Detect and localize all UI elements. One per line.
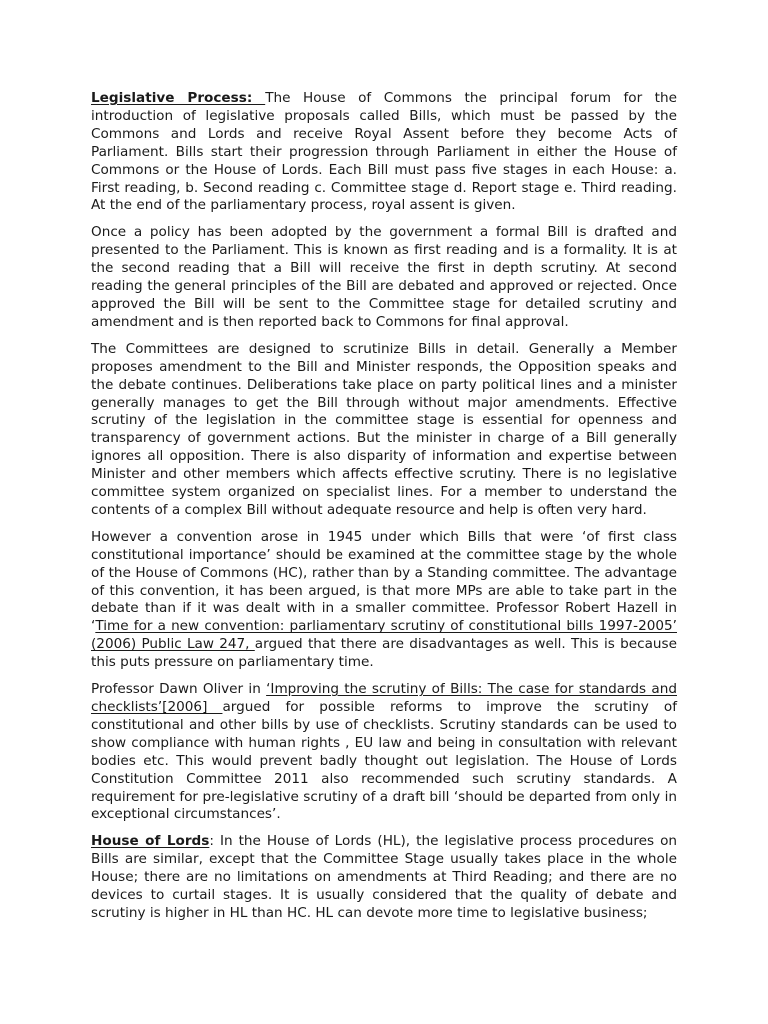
- paragraph-text: : In the House of Lords (HL), the legislative process procedures on Bills are similar, except that the Committee Stage usually takes place in the whole House; there are no limitations on amendments at Third Reading; and there are no devices to curtail stages. It is usually considered that the quality of debate and scrutiny is higher in HL than HC. HL can devote more time to legislative business;: [91, 833, 678, 921]
- citation-hazell: Time for a new convention: parliamentary scrutiny of constitutional bills 1997-2005’ (2006) Public Law 247,: [91, 618, 677, 653]
- heading-house-of-lords: House of Lords: [91, 833, 210, 850]
- paragraph-text: Professor Dawn Oliver in: [91, 681, 267, 698]
- paragraph-text: The House of Commons the principal forum for the introduction of legislative proposals called Bills, which must be passed by the Commons and Lords and receive Royal Assent before they become Acts of Parliament. Bills start their progression through Parliament in either the House of Commons or the House of Lords. Each Bill must pass five stages in each House: a. First reading, b. Second reading c. Committee stage d. Report stage e. Third reading. At the end of the parliamentary process, royal assent is given.: [91, 90, 677, 214]
- paragraph-house-of-lords: [91, 833, 677, 923]
- paragraph-formal-bill: [91, 224, 677, 331]
- paragraph-text: argued for possible reforms to improve the scrutiny of constitutional and other bills by use of checklists. Scrutiny standards can be used to show compliance with human rights , EU law and being in consultation with relevant bodies etc. This would prevent badly thought out legislation. The House of Lords Constitution Committee 2011 also recommended such scrutiny standards. A requirement for pre-legislative scrutiny of a draft bill ‘should be departed from only in exceptional circumstances’.: [91, 699, 677, 823]
- paragraph-text: The Committees are designed to scrutinize Bills in detail. Generally a Member proposes amendment to the Bill and Minister responds, the Opposition speaks and the debate continues. Deliberations take place on party political lines and a minister generally manages to get the Bill through without major amendments. Effective scrutiny of the legislation in the committee stage is essential for openness and transparency of government actions. But the minister in charge of a Bill generally ignores all opposition. There is also disparity of information and expertise between Minister and other members which affects effective scrutiny. There is no legislative committee system organized on specialist lines. For a member to understand the contents of a complex Bill without adequate resource and help is often very hard.: [91, 340, 677, 518]
- paragraph-dawn-oliver: [91, 681, 677, 824]
- heading-legislative-process: Legislative Process:: [91, 90, 266, 106]
- paragraph-text: However a convention arose in 1945 under which Bills that were ‘of first class constitutional importance’ should be examined at the committee stage by the whole of the House of Commons (HC), rather than by a Standing committee. The advantage of this convention, it has been argued, is that more MPs are able to take part in the debate than if it was dealt with in a smaller committee. Professor Robert Hazell in ‘: [91, 528, 677, 635]
- paragraph-convention-1945: [91, 529, 677, 672]
- paragraph-legislative-process: [91, 90, 677, 215]
- paragraph-committees: [91, 341, 677, 520]
- paragraph-text: Once a policy has been adopted by the government a formal Bill is drafted and presented to the Parliament. This is known as first reading and is a formality. It is at the second reading that a Bill will receive the first in depth scrutiny. At second reading the general principles of the Bill are debated and approved or rejected. Once approved the Bill will be sent to the Committee stage for detailed scrutiny and amendment and is then reported back to Commons for final approval.: [91, 224, 677, 330]
- paragraph-text: argued that there are disadvantages as well. This is because this puts pressure on parliamentary time.: [91, 636, 677, 671]
- citation-oliver: ‘Improving the scrutiny of Bills: The case for standards and checklists’[2006]: [91, 681, 677, 715]
